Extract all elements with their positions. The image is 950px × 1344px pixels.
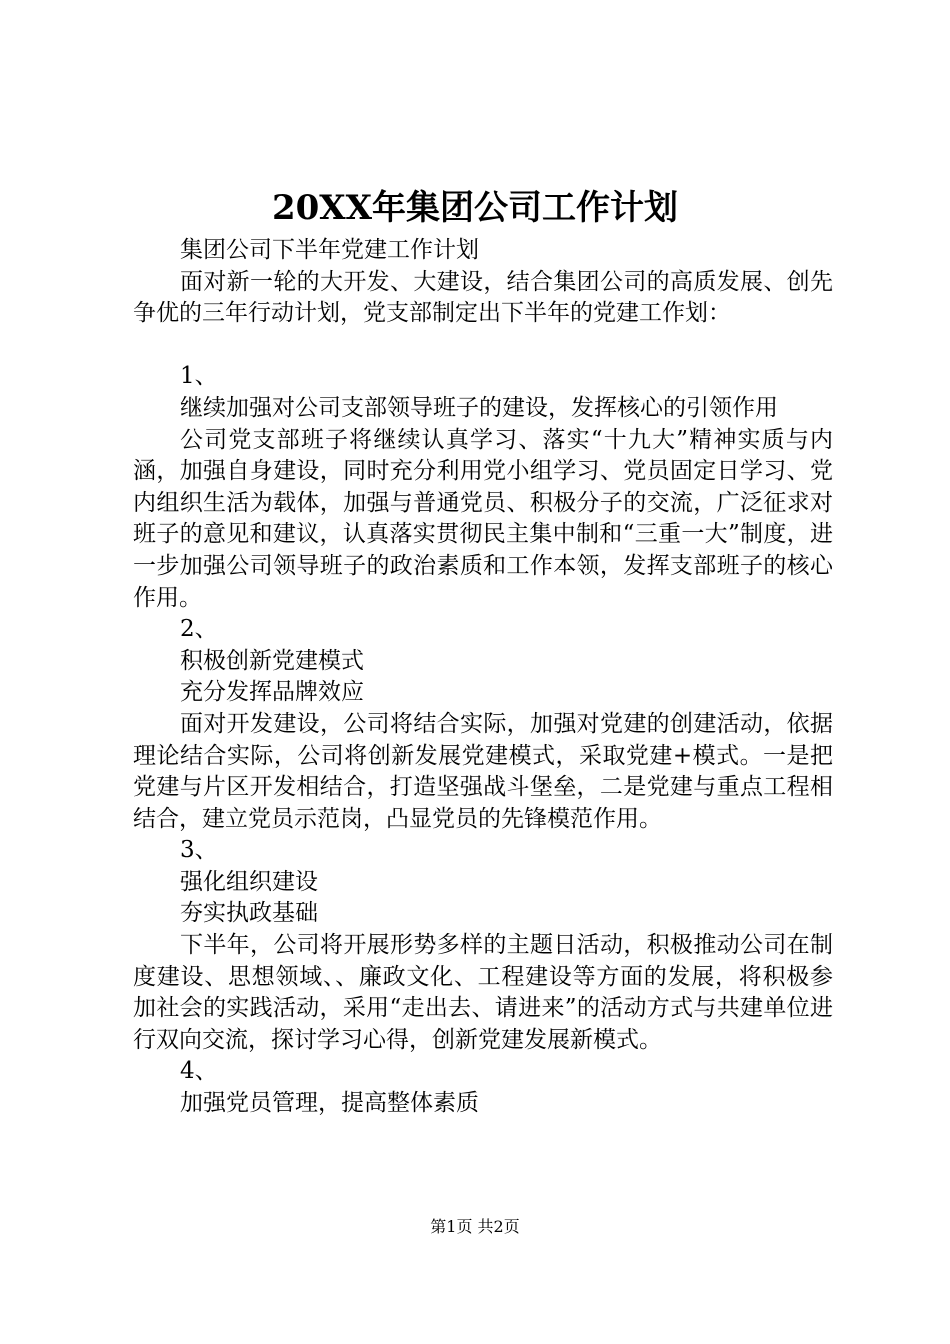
section-title-2a: 积极创新党建模式 <box>180 647 364 674</box>
paragraph-intro: 面对新一轮的大开发、大建设，结合集团公司的高质发展、创先争优的三年行动计划，党支部制定出下半年的党建工作划： <box>133 268 833 327</box>
document-title: 20XX年集团公司工作计划 <box>271 188 679 228</box>
section-title-3a: 强化组织建设 <box>180 868 318 895</box>
section-number-4: 4、 <box>180 1058 218 1085</box>
section-title-3b: 夯实执政基础 <box>180 900 318 927</box>
section-body-1: 公司党支部班子将继续认真学习、落实“十九大”精神实质与内涵，加强自身建设，同时充分利用党小组学习、党员固定日学习、党内组织生活为载体，加强与普通党员、积极分子的交流，广泛征求对班子的意见和建议，认真落实贯彻民主集中制和“三重一大”制度，进一步加强公司领导班子的政治素质和工作本领，发挥支部班子的核心作用。 <box>133 426 833 611</box>
section-body-3: 下半年，公司将开展形势多样的主题日活动，积极推动公司在制度建设、思想领域、、廉政文化、工程建设等方面的发展，将积极参加社会的实践活动，采用“走出去、请进来”的活动方式与共建单位进行双向交流，探讨学习心得，创新党建发展新模式。 <box>133 932 833 1053</box>
document-body <box>133 235 833 1120</box>
section-title-1: 继续加强对公司支部领导班子的建设，发挥核心的引领作用 <box>180 394 778 421</box>
section-body-2: 面对开发建设，公司将结合实际，加强对党建的创建活动，依据理论结合实际，公司将创新发展党建模式，采取党建+模式。一是把党建与片区开发相结合，打造坚强战斗堡垒，二是党建与重点工程相结合，建立党员示范岗，凸显党员的先锋模范作用。 <box>133 710 833 832</box>
section-number-2: 2、 <box>180 616 218 643</box>
blank-line <box>133 330 833 362</box>
section-title-2b: 充分发挥品牌效应 <box>180 679 364 706</box>
paragraph-heading: 集团公司下半年党建工作计划 <box>180 237 479 263</box>
page-footer: 第1页 共2页 <box>430 1217 520 1236</box>
section-title-4: 加强党员管理，提高整体素质 <box>180 1090 479 1117</box>
section-number-1: 1、 <box>180 363 218 390</box>
section-number-3: 3、 <box>180 837 218 864</box>
